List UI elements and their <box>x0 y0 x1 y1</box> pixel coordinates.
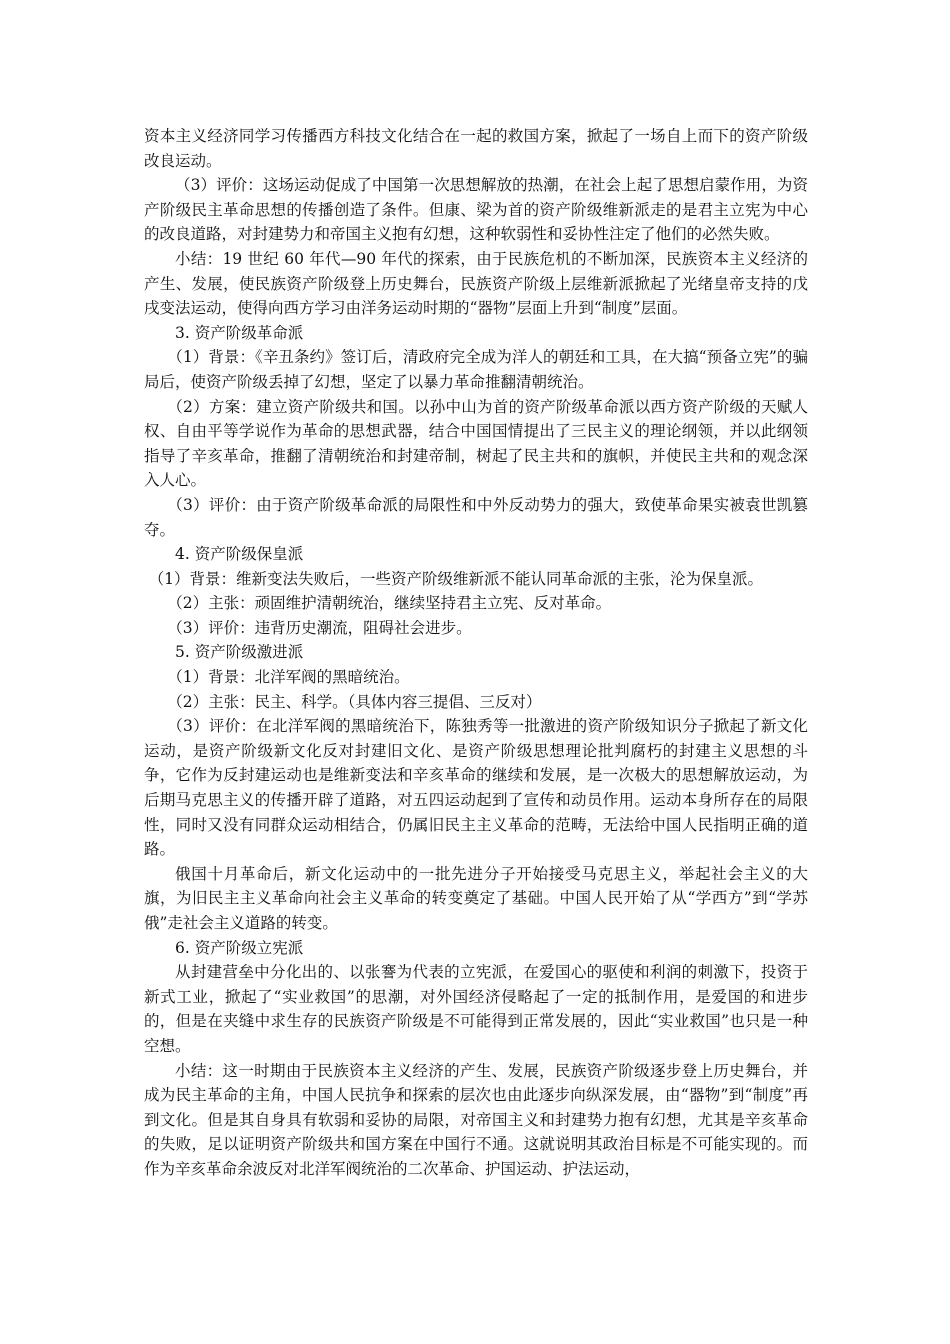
section-heading-constitutionalists: 6. 资产阶级立宪派 <box>175 938 304 957</box>
paragraph-evaluation-revolution: （3）评价：由于资产阶级革命派的局限性和中外反动势力的强大，致使革命果实被袁世凯篡夺。 <box>144 495 808 539</box>
paragraph-background-radicals: （1）背景：北洋军阀的黑暗统治。 <box>167 668 410 687</box>
section-heading-royalists: 4. 资产阶级保皇派 <box>175 545 304 564</box>
paragraph-summary-1: 小结：19 世纪 60 年代—90 年代的探索，由于民族危机的不断加深，民族资本主义经济的产生、发展，使民族资产阶级登上历史舞台，民族资产阶级上层维新派掀起了光绪皇帝支持的戊戌变法运动，使得向西方学习由洋务运动时期的“器物”层面上升到“制度”层面。 <box>144 249 808 318</box>
paragraph-october-revolution: 俄国十月革命后，新文化运动中的一批先进分子开始接受马克思主义，举起社会主义的大旗，为旧民主主义革命向社会主义革命的转变奠定了基础。中国人民开始了从“学西方”到“学苏俄”走社会主义道路的转变。 <box>144 864 808 932</box>
paragraph-continuation: 资本主义经济同学习传播西方科技文化结合在一起的救国方案，掀起了一场自上而下的资产阶级改良运动。 <box>144 127 808 170</box>
paragraph-summary-2: 小结：这一时期由于民族资本主义经济的产生、发展，民族资产阶级逐步登上历史舞台，并成为民主革命的主角，中国人民抗争和探索的层次也由此逐步向纵深发展，由“器物”到“制度”再到文化。但是其自身具有软弱和妥协的局限，对帝国主义和封建势力抱有幻想，尤其是辛亥革命的失败，足以证明资产阶级共和国方案在中国行不通。这就说明其政治目标是不可能实现的。而作为辛亥革命余波反对北洋军阀统治的二次革命、护国运动、护法运动， <box>144 1061 808 1178</box>
section-heading-radicals: 5. 资产阶级激进派 <box>175 643 304 662</box>
paragraph-claim-royalists: （2）主张：顽固维护清朝统治，继续坚持君主立宪、反对革命。 <box>167 594 612 613</box>
section-heading-revolutionaries: 3. 资产阶级革命派 <box>175 323 304 342</box>
paragraph-constitutionalists: 从封建营垒中分化出的、以张謇为代表的立宪派，在爱国心的驱使和利润的刺激下，投资于新式工业，掀起了“实业救国”的思潮，对外国经济侵略起了一定的抵制作用，是爱国的和进步的，但是在夹缝中求生存的民族资产阶级是不可能得到正常发展的，因此“实业救国”也只是一种空想。 <box>144 963 808 1055</box>
document-page <box>144 124 808 1182</box>
paragraph-plan-revolution: （2）方案：建立资产阶级共和国。以孙中山为首的资产阶级革命派以西方资产阶级的天赋人权、自由平等学说作为革命的思想武器，结合中国国情提出了三民主义的理论纲领，并以此纲领指导了辛亥革命，推翻了清朝统治和封建帝制，树起了民主共和的旗帜，并使民主共和的观念深入人心。 <box>144 397 808 490</box>
paragraph-evaluation-royalists: （3）评价：违背历史潮流，阻碍社会进步。 <box>167 618 472 637</box>
paragraph-background-royalists: （1）背景：维新变法失败后，一些资产阶级维新派不能认同革命派的主张，沦为保皇派。 <box>148 569 764 588</box>
paragraph-evaluation-reform: （3）评价：这场运动促成了中国第一次思想解放的热潮，在社会上起了思想启蒙作用，为资产阶级民主革命思想的传播创造了条件。但康、梁为首的资产阶级维新派走的是君主立宪为中心的改良道路，对封建势力和帝国主义抱有幻想，这种软弱性和妥协性注定了他们的必然失败。 <box>144 176 808 244</box>
paragraph-claim-radicals: （2）主张：民主、科学。（具体内容三提倡、三反对） <box>167 692 542 711</box>
paragraph-evaluation-radicals: （3）评价：在北洋军阀的黑暗统治下，陈独秀等一批激进的资产阶级知识分子掀起了新文化运动，是资产阶级新文化反对封建旧文化、是资产阶级思想理论批判腐朽的封建主义思想的斗争，它作为反封建运动也是维新变法和辛亥革命的继续和发展，是一次极大的思想解放运动，为后期马克思主义的传播开辟了道路，对五四运动起到了宣传和动员作用。运动本身所存在的局限性，同时又没有同群众运动相结合，仍属旧民主主义革命的范畴，无法给中国人民指明正确的道路。 <box>144 717 808 859</box>
paragraph-background-revolution: （1）背景：《辛丑条约》签订后，清政府完全成为洋人的朝廷和工具，在大搞“预备立宪”的骗局后，使资产阶级丢掉了幻想，坚定了以暴力革命推翻清朝统治。 <box>144 348 808 391</box>
